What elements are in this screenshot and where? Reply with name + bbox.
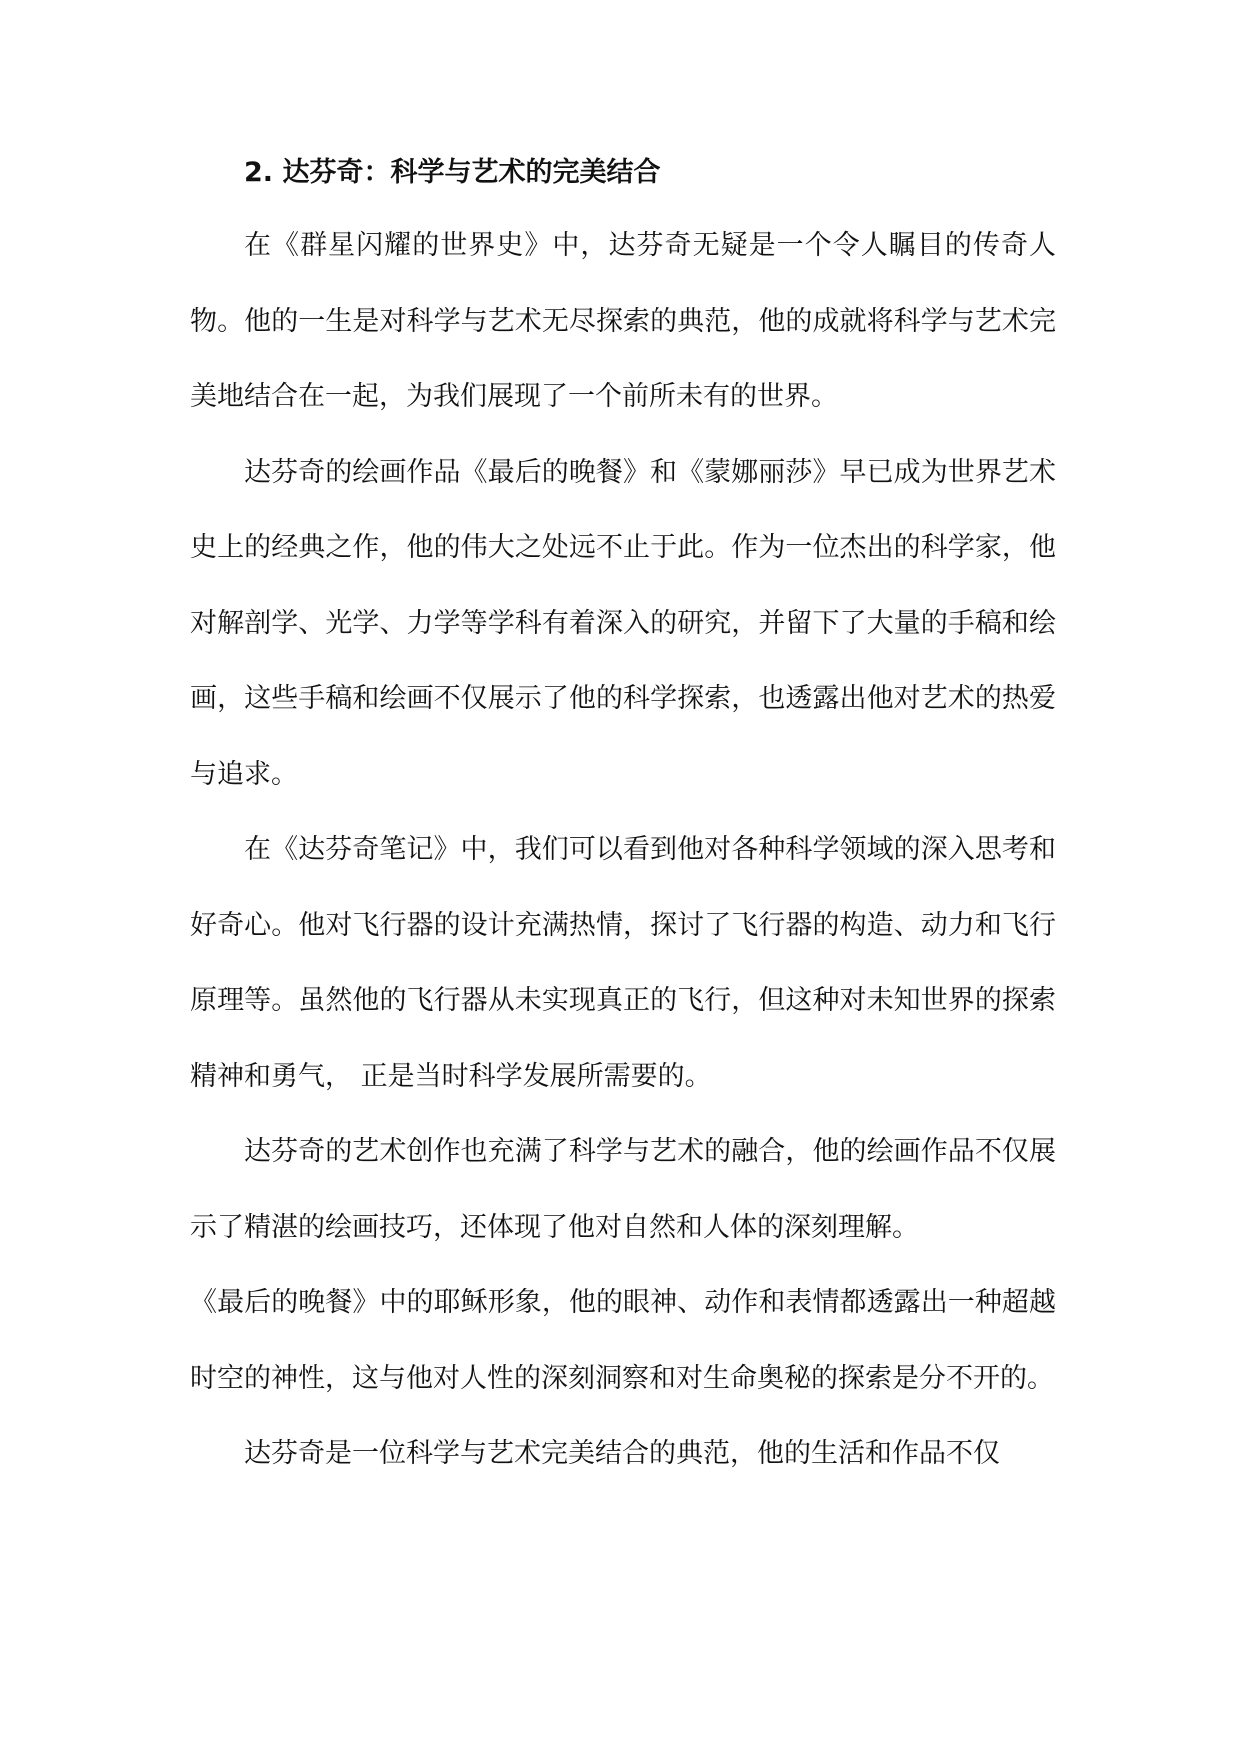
paragraph-2: 达芬奇的绘画作品《最后的晚餐》和《蒙娜丽莎》早已成为世界艺术史上的经典之作，他的伟大之处远不止于此。作为一位杰出的科学家，他对解剖学、光学、力学等学科有着深入的研究，并留下了大量的手稿和绘画，这些手稿和绘画不仅展示了他的科学探索，也透露出他对艺术的热爱与追求。 bbox=[190, 456, 1056, 790]
document-body bbox=[190, 138, 1056, 1492]
section-heading: 2. 达芬奇：科学与艺术的完美结合 bbox=[244, 157, 661, 188]
paragraph-3: 在《达芬奇笔记》中，我们可以看到他对各种科学领域的深入思考和好奇心。他对飞行器的设计充满热情，探讨了飞行器的构造、动力和飞行原理等。虽然他的飞行器从未实现真正的飞行，但这种对未知世界的探索精神和勇气， 正是当时科学发展所需要的。 bbox=[190, 834, 1056, 1092]
paragraph-1: 在《群星闪耀的世界史》中，达芬奇无疑是一个令人瞩目的传奇人物。他的一生是对科学与艺术无尽探索的典范，他的成就将科学与艺术完美地结合在一起，为我们展现了一个前所未有的世界。 bbox=[190, 230, 1056, 412]
paragraph-6: 达芬奇是一位科学与艺术完美结合的典范，他的生活和作品不仅 bbox=[244, 1438, 1000, 1469]
paragraph-4: 达芬奇的艺术创作也充满了科学与艺术的融合，他的绘画作品不仅展示了精湛的绘画技巧，还体现了他对自然和人体的深刻理解。 bbox=[190, 1136, 1056, 1243]
paragraph-5: 《最后的晚餐》中的耶稣形象，他的眼神、动作和表情都透露出一种超越时空的神性，这与他对人性的深刻洞察和对生命奥秘的探索是分不开的。 bbox=[190, 1287, 1056, 1394]
